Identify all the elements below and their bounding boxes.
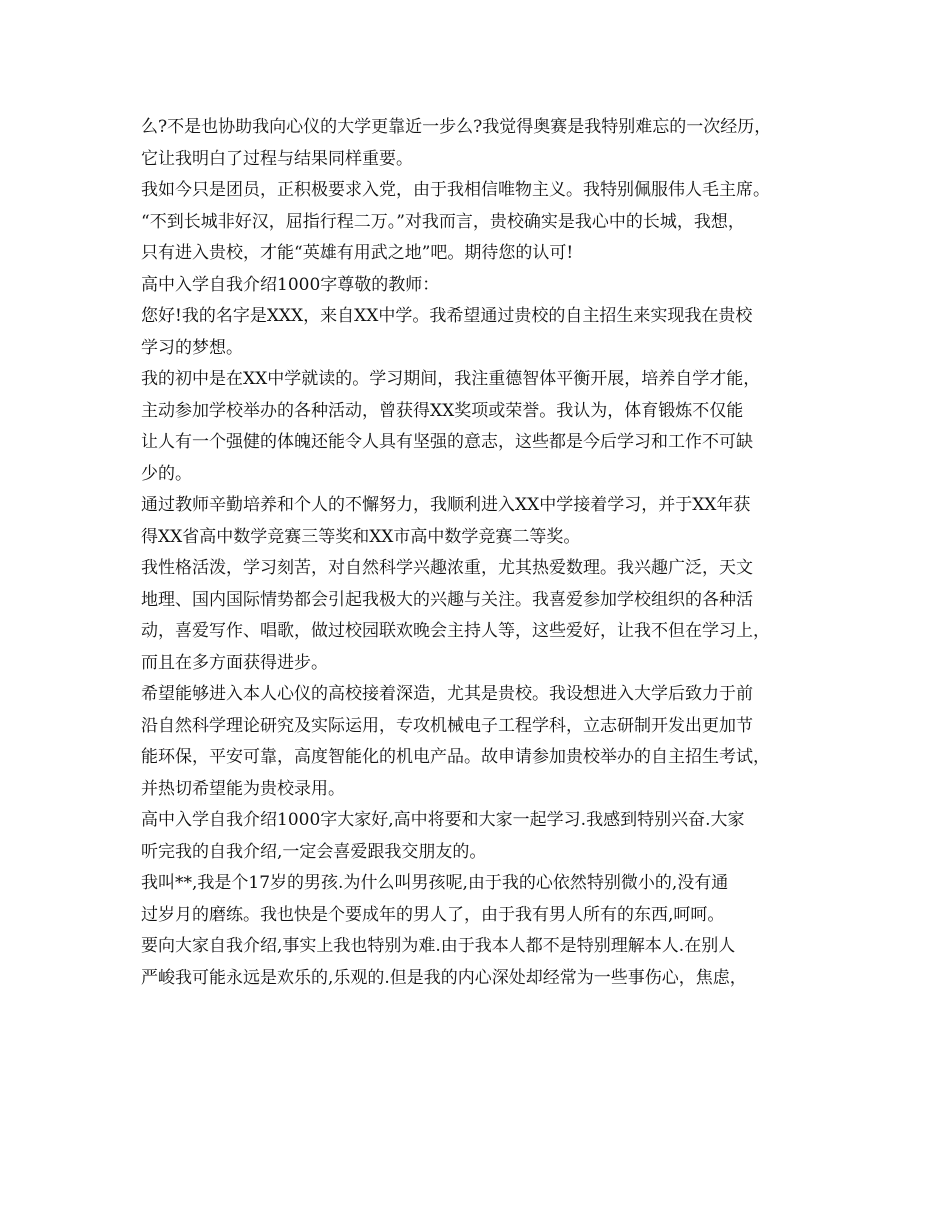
- text-line: 希望能够进入本人心仪的高校接着深造，尤其是贵校。我设想进入大学后致力于前: [141, 684, 753, 704]
- body-text: [141, 112, 831, 994]
- text-line: 动，喜爱写作、唱歌，做过校园联欢晚会主持人等，这些爱好，让我不但在学习上，: [141, 621, 770, 641]
- text-line: 主动参加学校举办的各种活动，曾获得XX奖项或荣誉。我认为，体育锻炼不仅能: [141, 400, 744, 421]
- section-heading-line: 高中入学自我介绍1000字尊敬的教师：: [141, 274, 440, 295]
- text-line: 通过教师辛勤培养和个人的不懈努力，我顺利进入XX中学接着学习，并于XX年获: [141, 495, 751, 515]
- text-line: 您好!我的名字是XXX，来自XX中学。我希望通过贵校的自主招生来实现我在贵校: [141, 306, 753, 326]
- text-line: 么?不是也协助我向心仪的大学更靠近一步么?我觉得奥赛是我特别难忘的一次经历，: [141, 117, 772, 137]
- section-heading-line: 高中入学自我介绍1000字大家好,高中将要和大家一起学习.我感到特别兴奋.大家: [141, 810, 745, 830]
- text-line: 我的初中是在XX中学就读的。学习期间，我注重德智体平衡开展，培养自学才能，: [141, 369, 761, 389]
- text-line: 地理、国内国际情势都会引起我极大的兴趣与关注。我喜爱参加学校组织的各种活: [141, 589, 753, 610]
- text-line: 沿自然科学理论研究及实际运用，专攻机械电子工程学科，立志研制开发出更加节: [141, 715, 753, 736]
- text-line: 学习的梦想。: [141, 337, 243, 358]
- text-line: 要向大家自我介绍,事实上我也特别为难.由于我本人都不是特别理解本人.在别人: [141, 936, 736, 956]
- text-line: 过岁月的磨练。我也快是个要成年的男人了，由于我有男人所有的东西,呵呵。: [141, 904, 725, 925]
- text-line: 它让我明白了过程与结果同样重要。: [141, 148, 413, 169]
- text-line: 让人有一个强健的体魄还能令人具有坚强的意志，这些都是今后学习和工作不可缺: [141, 432, 753, 452]
- text-line: 我如今只是团员，正积极要求入党，由于我相信唯物主义。我特别佩服伟人毛主席。: [141, 180, 770, 200]
- text-line: 而且在多方面获得进步。: [141, 652, 328, 673]
- text-line: 我叫**,我是个17岁的男孩.为什么叫男孩呢,由于我的心依然特别微小的,没有通: [141, 873, 729, 893]
- text-line: 能环保，平安可靠，高度智能化的机电产品。故申请参加贵校举办的自主招生考试，: [141, 747, 770, 767]
- text-line: 严峻我可能永远是欢乐的,乐观的.但是我的内心深处却经常为一些事伤心，焦虑，: [141, 967, 747, 988]
- text-line: 得XX省高中数学竞赛三等奖和XX市高中数学竞赛二等奖。: [141, 526, 581, 547]
- text-line: 少的。: [141, 463, 192, 484]
- text-line: “不到长城非好汉，屈指行程二万。”对我而言，贵校确实是我心中的长城，我想，: [141, 211, 745, 232]
- text-line: 听完我的自我介绍,一定会喜爱跟我交朋友的。: [141, 841, 487, 862]
- text-line: 我性格活泼，学习刻苦，对自然科学兴趣浓重，尤其热爱数理。我兴趣广泛，天文: [141, 558, 753, 578]
- text-line: 并热切希望能为贵校录用。: [141, 778, 345, 799]
- text-line: 只有进入贵校，才能“英雄有用武之地”吧。期待您的认可!: [141, 243, 574, 263]
